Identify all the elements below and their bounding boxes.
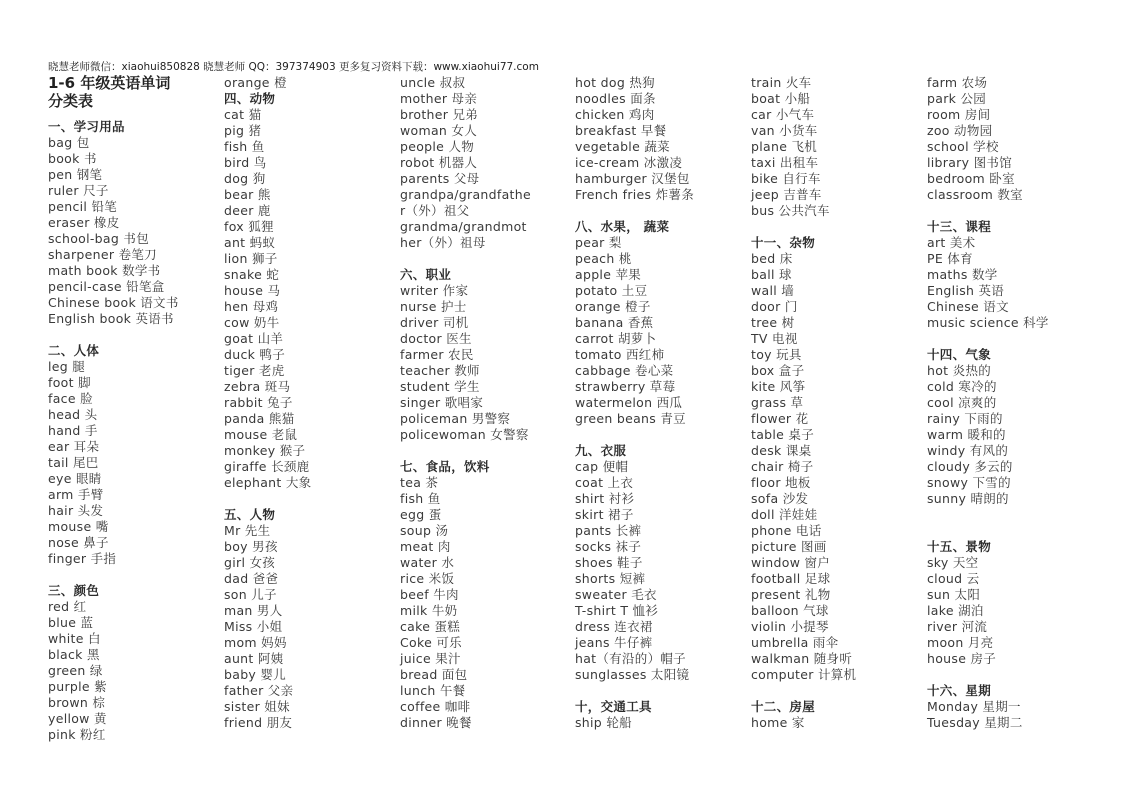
section-heading: 七、食品，饮料 bbox=[400, 459, 490, 474]
vocab-entry: her（外）祖母 bbox=[400, 235, 486, 250]
vocab-entry: sofa 沙发 bbox=[751, 491, 809, 506]
vocab-entry: face 脸 bbox=[48, 391, 93, 406]
vocab-entry: school-bag 书包 bbox=[48, 231, 149, 246]
vocab-entry: tea 茶 bbox=[400, 475, 439, 490]
vocab-entry: pink 粉红 bbox=[48, 727, 106, 742]
vocab-entry: toy 玩具 bbox=[751, 347, 802, 362]
vocab-entry: parents 父母 bbox=[400, 171, 480, 186]
vocab-entry: giraffe 长颈鹿 bbox=[224, 459, 310, 474]
vocab-entry: bear 熊 bbox=[224, 187, 271, 202]
vocab-entry: cow 奶牛 bbox=[224, 315, 280, 330]
vocab-entry: friend 朋友 bbox=[224, 715, 293, 730]
vocab-entry: rabbit 兔子 bbox=[224, 395, 293, 410]
vocab-entry: van 小货车 bbox=[751, 123, 818, 138]
vocab-entry: English 英语 bbox=[927, 283, 1005, 298]
vocab-entry: zoo 动物园 bbox=[927, 123, 993, 138]
section-heading: 十一、杂物 bbox=[751, 235, 816, 250]
vocab-entry: eye 眼睛 bbox=[48, 471, 102, 486]
vocab-entry: apple 苹果 bbox=[575, 267, 642, 282]
vocab-entry: sweater 毛衣 bbox=[575, 587, 657, 602]
vocab-entry: dress 连衣裙 bbox=[575, 619, 653, 634]
vocab-entry: peach 桃 bbox=[575, 251, 632, 266]
vocab-entry: snowy 下雪的 bbox=[927, 475, 1011, 490]
vocab-entry: Miss 小姐 bbox=[224, 619, 283, 634]
vocab-entry: nurse 护士 bbox=[400, 299, 467, 314]
word-column-3 bbox=[400, 75, 570, 731]
vocab-entry: hat（有沿的）帽子 bbox=[575, 651, 686, 666]
vocab-entry: classroom 教室 bbox=[927, 187, 1023, 202]
vocab-entry: maths 数学 bbox=[927, 267, 998, 282]
vocab-entry: mom 妈妈 bbox=[224, 635, 287, 650]
vocab-entry: cake 蛋糕 bbox=[400, 619, 461, 634]
vocab-entry: bus 公共汽车 bbox=[751, 203, 830, 218]
vocab-entry: shorts 短裤 bbox=[575, 571, 646, 586]
vocab-entry: Chinese book 语文书 bbox=[48, 295, 179, 310]
vocab-entry: bike 自行车 bbox=[751, 171, 821, 186]
vocab-entry: green 绿 bbox=[48, 663, 103, 678]
spacer bbox=[751, 219, 921, 235]
vocab-entry: deer 鹿 bbox=[224, 203, 271, 218]
vocab-entry: hot 炎热的 bbox=[927, 363, 992, 378]
section-heading: 六、职业 bbox=[400, 267, 452, 282]
vocab-entry: sky 天空 bbox=[927, 555, 979, 570]
vocab-entry: blue 蓝 bbox=[48, 615, 94, 630]
vocab-entry: duck 鸭子 bbox=[224, 347, 286, 362]
vocab-entry: ear 耳朵 bbox=[48, 439, 100, 454]
vocab-entry: desk 课桌 bbox=[751, 443, 812, 458]
vocab-entry: music science 科学 bbox=[927, 315, 1049, 330]
vocab-entry: book 书 bbox=[48, 151, 97, 166]
vocab-entry: park 公园 bbox=[927, 91, 987, 106]
section-heading: 三、颜色 bbox=[48, 583, 100, 598]
vocab-entry: cool 凉爽的 bbox=[927, 395, 997, 410]
vocab-entry: fox 狐狸 bbox=[224, 219, 274, 234]
vocab-entry: dinner 晚餐 bbox=[400, 715, 472, 730]
vocab-entry: kite 风筝 bbox=[751, 379, 806, 394]
vocab-entry: robot 机器人 bbox=[400, 155, 478, 170]
spacer bbox=[400, 251, 570, 267]
vocab-entry: policeman 男警察 bbox=[400, 411, 511, 426]
spacer bbox=[927, 507, 1097, 523]
vocab-entry: milk 牛奶 bbox=[400, 603, 458, 618]
vocab-entry: ice-cream 冰激凌 bbox=[575, 155, 683, 170]
spacer bbox=[48, 567, 218, 583]
vocab-entry: mouse 老鼠 bbox=[224, 427, 298, 442]
vocab-entry: sunglasses 太阳镜 bbox=[575, 667, 690, 682]
vocab-entry: socks 袜子 bbox=[575, 539, 642, 554]
vocab-entry: Chinese 语文 bbox=[927, 299, 1009, 314]
spacer bbox=[575, 203, 745, 219]
vocab-entry: house 马 bbox=[224, 283, 281, 298]
section-heading: 十三、课程 bbox=[927, 219, 992, 234]
title-line-2: 分类表 bbox=[48, 92, 94, 110]
section-heading: 十二、房屋 bbox=[751, 699, 816, 714]
vocab-entry: singer 歌唱家 bbox=[400, 395, 484, 410]
vocab-entry: white 白 bbox=[48, 631, 101, 646]
vocab-entry: balloon 气球 bbox=[751, 603, 829, 618]
vocab-entry: jeans 牛仔裤 bbox=[575, 635, 653, 650]
vocab-entry: mother 母亲 bbox=[400, 91, 478, 106]
vocab-entry: Monday 星期一 bbox=[927, 699, 1021, 714]
vocab-entry: sun 太阳 bbox=[927, 587, 981, 602]
vocab-entry: art 美术 bbox=[927, 235, 976, 250]
vocab-entry: girl 女孩 bbox=[224, 555, 276, 570]
vocab-entry: teacher 教师 bbox=[400, 363, 480, 378]
vocab-entry: eraser 橡皮 bbox=[48, 215, 120, 230]
vocab-entry: pear 梨 bbox=[575, 235, 622, 250]
vocab-entry: jeep 吉普车 bbox=[751, 187, 822, 202]
section-heading: 十五、景物 bbox=[927, 539, 992, 554]
vocab-entry: house 房子 bbox=[927, 651, 997, 666]
vocab-entry: room 房间 bbox=[927, 107, 991, 122]
section-heading: 一、学习用品 bbox=[48, 119, 125, 134]
word-column-6 bbox=[927, 75, 1097, 731]
vocab-entry: farm 农场 bbox=[927, 75, 988, 90]
vocab-entry: tail 尾巴 bbox=[48, 455, 99, 470]
vocab-entry: lunch 午餐 bbox=[400, 683, 466, 698]
vocab-entry: sister 姐妹 bbox=[224, 699, 290, 714]
vocab-entry: present 礼物 bbox=[751, 587, 831, 602]
vocab-entry: hot dog 热狗 bbox=[575, 75, 655, 90]
vocab-entry: hen 母鸡 bbox=[224, 299, 279, 314]
document-title bbox=[48, 74, 170, 110]
section-heading: 二、人体 bbox=[48, 343, 100, 358]
vocab-entry: noodles 面条 bbox=[575, 91, 656, 106]
spacer bbox=[400, 443, 570, 459]
vocab-entry: panda 熊猫 bbox=[224, 411, 295, 426]
vocab-entry: Mr 先生 bbox=[224, 523, 271, 538]
header-contact-line: 晓慧老师微信：xiaohui850828 晓慧老师 QQ：397374903 更多复习资料下载：www.xiaohui77.com bbox=[48, 61, 539, 73]
vocab-entry: hand 手 bbox=[48, 423, 98, 438]
vocab-entry: violin 小提琴 bbox=[751, 619, 829, 634]
vocab-entry: pencil-case 铅笔盒 bbox=[48, 279, 165, 294]
vocab-entry: red 红 bbox=[48, 599, 87, 614]
vocab-entry: green beans 青豆 bbox=[575, 411, 686, 426]
spacer bbox=[927, 667, 1097, 683]
vocab-entry: mouse 嘴 bbox=[48, 519, 109, 534]
vocab-entry: pants 长裤 bbox=[575, 523, 642, 538]
vocab-entry: meat 肉 bbox=[400, 539, 451, 554]
vocab-entry: cloudy 多云的 bbox=[927, 459, 1013, 474]
vocab-entry: woman 女人 bbox=[400, 123, 478, 138]
word-column-5 bbox=[751, 75, 921, 731]
vocab-entry: ball 球 bbox=[751, 267, 792, 282]
vocab-entry: dog 狗 bbox=[224, 171, 266, 186]
vocab-entry: school 学校 bbox=[927, 139, 999, 154]
spacer bbox=[927, 203, 1097, 219]
vocab-entry: breakfast 早餐 bbox=[575, 123, 667, 138]
vocab-entry: soup 汤 bbox=[400, 523, 449, 538]
vocab-entry: bird 鸟 bbox=[224, 155, 267, 170]
vocab-entry: French fries 炸薯条 bbox=[575, 187, 695, 202]
vocab-entry: cabbage 卷心菜 bbox=[575, 363, 674, 378]
vocab-entry: hair 头发 bbox=[48, 503, 104, 518]
vocab-entry: doctor 医生 bbox=[400, 331, 472, 346]
vocab-entry: taxi 出租车 bbox=[751, 155, 819, 170]
vocab-entry: T-shirt T 恤衫 bbox=[575, 603, 659, 618]
vocab-entry: leg 腿 bbox=[48, 359, 86, 374]
vocab-entry: math book 数学书 bbox=[48, 263, 161, 278]
vocab-entry: elephant 大象 bbox=[224, 475, 312, 490]
vocab-entry: football 足球 bbox=[751, 571, 831, 586]
vocab-entry: policewoman 女警察 bbox=[400, 427, 529, 442]
vocab-entry: lake 湖泊 bbox=[927, 603, 984, 618]
vocab-entry: fish 鱼 bbox=[224, 139, 265, 154]
word-column-2 bbox=[224, 75, 394, 731]
vocab-entry: Tuesday 星期二 bbox=[927, 715, 1023, 730]
vocab-entry: cat 猫 bbox=[224, 107, 262, 122]
vocab-entry: tree 树 bbox=[751, 315, 795, 330]
vocab-entry: brother 兄弟 bbox=[400, 107, 479, 122]
vocab-entry: r（外）祖父 bbox=[400, 203, 470, 218]
vocab-entry: grass 草 bbox=[751, 395, 804, 410]
vocab-entry: sharpener 卷笔刀 bbox=[48, 247, 157, 262]
vocab-entry: monkey 猴子 bbox=[224, 443, 306, 458]
vocab-entry: coffee 咖啡 bbox=[400, 699, 471, 714]
vocab-entry: grandpa/grandfathe bbox=[400, 187, 531, 202]
vocab-entry: brown 棕 bbox=[48, 695, 106, 710]
vocab-entry: moon 月亮 bbox=[927, 635, 994, 650]
vocab-entry: aunt 阿姨 bbox=[224, 651, 284, 666]
vocab-entry: car 小气车 bbox=[751, 107, 815, 122]
vocab-entry: people 人物 bbox=[400, 139, 475, 154]
vocab-entry: rainy 下雨的 bbox=[927, 411, 1003, 426]
vocab-entry: grandma/grandmot bbox=[400, 219, 527, 234]
vocab-entry: chicken 鸡肉 bbox=[575, 107, 655, 122]
vocab-entry: driver 司机 bbox=[400, 315, 469, 330]
vocab-entry: tomato 西红柿 bbox=[575, 347, 665, 362]
vocab-entry: watermelon 西瓜 bbox=[575, 395, 683, 410]
vocab-entry: window 窗户 bbox=[751, 555, 831, 570]
vocab-entry: writer 作家 bbox=[400, 283, 469, 298]
vocab-entry: man 男人 bbox=[224, 603, 283, 618]
vocab-entry: doll 洋娃娃 bbox=[751, 507, 818, 522]
vocab-entry: wall 墙 bbox=[751, 283, 795, 298]
title-line-1: 1-6 年级英语单词 bbox=[48, 74, 171, 92]
vocab-entry: bed 床 bbox=[751, 251, 793, 266]
vocab-entry: English book 英语书 bbox=[48, 311, 174, 326]
vocab-entry: bag 包 bbox=[48, 135, 90, 150]
vocab-entry: library 图书馆 bbox=[927, 155, 1012, 170]
vocab-entry: foot 脚 bbox=[48, 375, 91, 390]
vocab-entry: rice 米饭 bbox=[400, 571, 455, 586]
vocab-entry: yellow 黄 bbox=[48, 711, 107, 726]
vocab-entry: walkman 随身听 bbox=[751, 651, 853, 666]
vocab-entry: zebra 斑马 bbox=[224, 379, 291, 394]
vocab-entry: purple 紫 bbox=[48, 679, 107, 694]
vocab-entry: arm 手臂 bbox=[48, 487, 104, 502]
vocab-entry: box 盒子 bbox=[751, 363, 805, 378]
vocab-entry: water 水 bbox=[400, 555, 455, 570]
spacer bbox=[751, 683, 921, 699]
vocab-entry: cap 便帽 bbox=[575, 459, 629, 474]
vocab-entry: bedroom 卧室 bbox=[927, 171, 1015, 186]
vocab-entry: son 儿子 bbox=[224, 587, 277, 602]
vocab-entry: river 河流 bbox=[927, 619, 988, 634]
vocab-entry: shirt 衬衫 bbox=[575, 491, 635, 506]
vocab-entry: cold 寒冷的 bbox=[927, 379, 997, 394]
vocab-entry: plane 飞机 bbox=[751, 139, 818, 154]
vocab-entry: table 桌子 bbox=[751, 427, 815, 442]
vocab-entry: sunny 晴朗的 bbox=[927, 491, 1009, 506]
vocab-entry: picture 图画 bbox=[751, 539, 827, 554]
vocab-entry: TV 电视 bbox=[751, 331, 798, 346]
vocab-entry: ruler 尺子 bbox=[48, 183, 109, 198]
vocab-entry: shoes 鞋子 bbox=[575, 555, 643, 570]
vocab-entry: chair 椅子 bbox=[751, 459, 814, 474]
vocab-entry: ant 蚂蚁 bbox=[224, 235, 276, 250]
vocab-entry: baby 婴儿 bbox=[224, 667, 286, 682]
section-heading: 五、人物 bbox=[224, 507, 276, 522]
vocab-entry: cloud 云 bbox=[927, 571, 980, 586]
vocab-entry: black 黑 bbox=[48, 647, 100, 662]
vocab-entry: home 家 bbox=[751, 715, 805, 730]
spacer bbox=[224, 491, 394, 507]
vocab-entry: beef 牛肉 bbox=[400, 587, 459, 602]
vocab-entry: nose 鼻子 bbox=[48, 535, 109, 550]
vocab-entry: student 学生 bbox=[400, 379, 480, 394]
word-column-1 bbox=[48, 119, 218, 743]
vocab-entry: pen 钢笔 bbox=[48, 167, 103, 182]
section-heading: 四、动物 bbox=[224, 91, 276, 106]
vocab-entry: phone 电话 bbox=[751, 523, 822, 538]
vocab-entry: pig 猪 bbox=[224, 123, 262, 138]
vocab-entry: bread 面包 bbox=[400, 667, 468, 682]
vocab-entry: train 火车 bbox=[751, 75, 812, 90]
vocab-entry: potato 土豆 bbox=[575, 283, 648, 298]
spacer bbox=[575, 427, 745, 443]
vocab-entry: boat 小船 bbox=[751, 91, 811, 106]
vocab-entry: orange 橙子 bbox=[575, 299, 651, 314]
vocab-entry: banana 香蕉 bbox=[575, 315, 654, 330]
spacer bbox=[927, 331, 1097, 347]
section-heading: 十四、气象 bbox=[927, 347, 992, 362]
section-heading: 十六、星期 bbox=[927, 683, 992, 698]
vocab-entry: pencil 铅笔 bbox=[48, 199, 118, 214]
vocab-entry: lion 狮子 bbox=[224, 251, 278, 266]
vocab-entry: floor 地板 bbox=[751, 475, 811, 490]
vocab-entry: juice 果汁 bbox=[400, 651, 461, 666]
vocab-entry: finger 手指 bbox=[48, 551, 117, 566]
vocab-entry: carrot 胡萝卜 bbox=[575, 331, 657, 346]
vocab-entry: farmer 农民 bbox=[400, 347, 474, 362]
vocab-entry: fish 鱼 bbox=[400, 491, 441, 506]
vocab-entry: hamburger 汉堡包 bbox=[575, 171, 690, 186]
vocab-entry: uncle 叔叔 bbox=[400, 75, 466, 90]
vocab-entry: father 父亲 bbox=[224, 683, 294, 698]
vocab-entry: dad 爸爸 bbox=[224, 571, 279, 586]
spacer bbox=[927, 523, 1097, 539]
section-heading: 八、水果， 蔬菜 bbox=[575, 219, 670, 234]
vocab-entry: boy 男孩 bbox=[224, 539, 278, 554]
vocab-entry: strawberry 草莓 bbox=[575, 379, 676, 394]
section-heading: 九、衣服 bbox=[575, 443, 627, 458]
vocab-entry: umbrella 雨伞 bbox=[751, 635, 839, 650]
vocab-entry: computer 计算机 bbox=[751, 667, 857, 682]
vocab-entry: coat 上衣 bbox=[575, 475, 634, 490]
vocab-entry: PE 体育 bbox=[927, 251, 973, 266]
section-heading: 十，交通工具 bbox=[575, 699, 652, 714]
spacer bbox=[575, 683, 745, 699]
vocab-entry: door 门 bbox=[751, 299, 798, 314]
vocab-entry: egg 蛋 bbox=[400, 507, 442, 522]
vocab-entry: flower 花 bbox=[751, 411, 809, 426]
spacer bbox=[48, 327, 218, 343]
vocab-entry: orange 橙 bbox=[224, 75, 287, 90]
vocab-entry: skirt 裙子 bbox=[575, 507, 634, 522]
vocab-entry: ship 轮船 bbox=[575, 715, 632, 730]
vocab-entry: head 头 bbox=[48, 407, 98, 422]
vocab-entry: vegetable 蔬菜 bbox=[575, 139, 670, 154]
vocab-entry: warm 暖和的 bbox=[927, 427, 1006, 442]
word-column-4 bbox=[575, 75, 745, 731]
vocab-entry: tiger 老虎 bbox=[224, 363, 285, 378]
vocab-entry: Coke 可乐 bbox=[400, 635, 462, 650]
vocab-entry: snake 蛇 bbox=[224, 267, 280, 282]
vocab-entry: goat 山羊 bbox=[224, 331, 284, 346]
vocab-entry: windy 有风的 bbox=[927, 443, 1009, 458]
